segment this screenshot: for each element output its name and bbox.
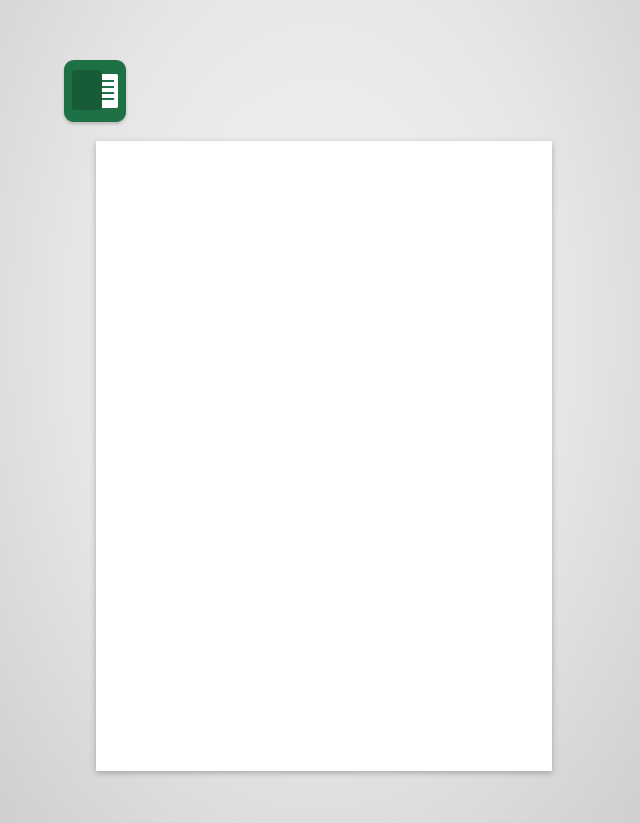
excel-logo-icon xyxy=(64,60,126,122)
excel-x-letter xyxy=(72,70,102,110)
form-grid xyxy=(111,166,539,758)
form-paper xyxy=(96,141,552,771)
